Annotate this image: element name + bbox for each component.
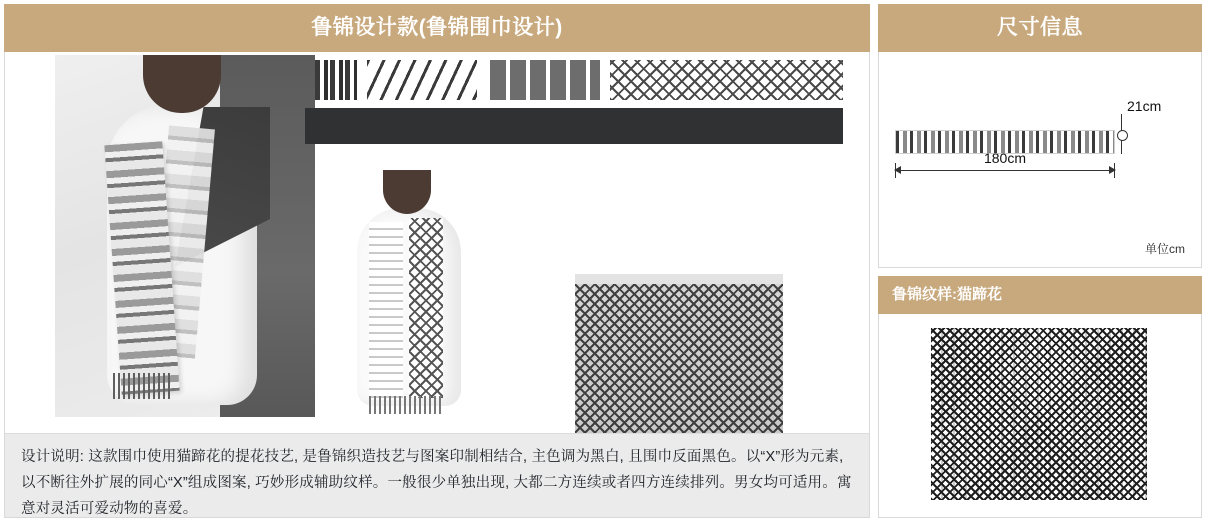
design-panel-title: 鲁锦设计款(鲁锦围巾设计)	[4, 4, 870, 52]
design-panel-body	[4, 52, 870, 518]
length-dimension-label: 180cm	[983, 150, 1027, 166]
width-dimension-line	[1121, 114, 1122, 154]
jacquard-fabric-swatch	[575, 274, 783, 444]
pattern-info-body	[878, 314, 1202, 518]
pattern-swatch-blocks-icon	[490, 60, 600, 100]
pattern-swatch-dashes-icon	[367, 60, 477, 100]
pattern-info-title: 鲁锦纹样:猫蹄花	[878, 276, 1202, 314]
size-info-body	[878, 52, 1202, 268]
mini-scarf-fringe	[369, 396, 443, 414]
mini-scarf-right-tail	[409, 218, 443, 398]
design-image-area	[5, 52, 869, 421]
mini-mannequin	[335, 170, 485, 420]
mini-mannequin-neck	[383, 170, 431, 214]
unit-note: 单位cm	[1145, 242, 1185, 256]
pattern-swatch-lattice-icon	[610, 60, 843, 100]
scarf-fringe	[113, 373, 171, 399]
mannequin-neck	[143, 55, 221, 113]
mini-scarf-left-tail	[369, 222, 403, 400]
width-dimension-marker-icon	[1117, 130, 1128, 141]
size-info-title: 尺寸信息	[878, 4, 1202, 52]
black-color-band	[305, 108, 843, 144]
design-description: 设计说明: 这款围巾使用猫蹄花的提花技艺, 是鲁锦织造技艺与图案印制相结合, 主色调为黑白, 且围巾反面黑色。以“X”形为元素, 以不断往外扩展的同心“X”组成图案, 巧妙形成辅助纹样。一般很少单独出现, 大都二方连续或者四方连续排列。男女均可适用。寓意对灵活可爱动物的喜爱。	[5, 433, 869, 517]
pattern-swatch-bars-icon	[315, 60, 357, 100]
design-panel	[4, 4, 870, 518]
length-dimension-line	[895, 170, 1115, 171]
cat-paw-pattern-swatch	[931, 328, 1147, 500]
mannequin-photo	[55, 55, 315, 417]
length-tick-right-icon	[1114, 163, 1115, 178]
length-tick-left-icon	[895, 163, 896, 178]
width-dimension-label: 21cm	[1127, 98, 1162, 114]
info-panel	[878, 4, 1202, 518]
pattern-strip-row	[315, 60, 843, 100]
